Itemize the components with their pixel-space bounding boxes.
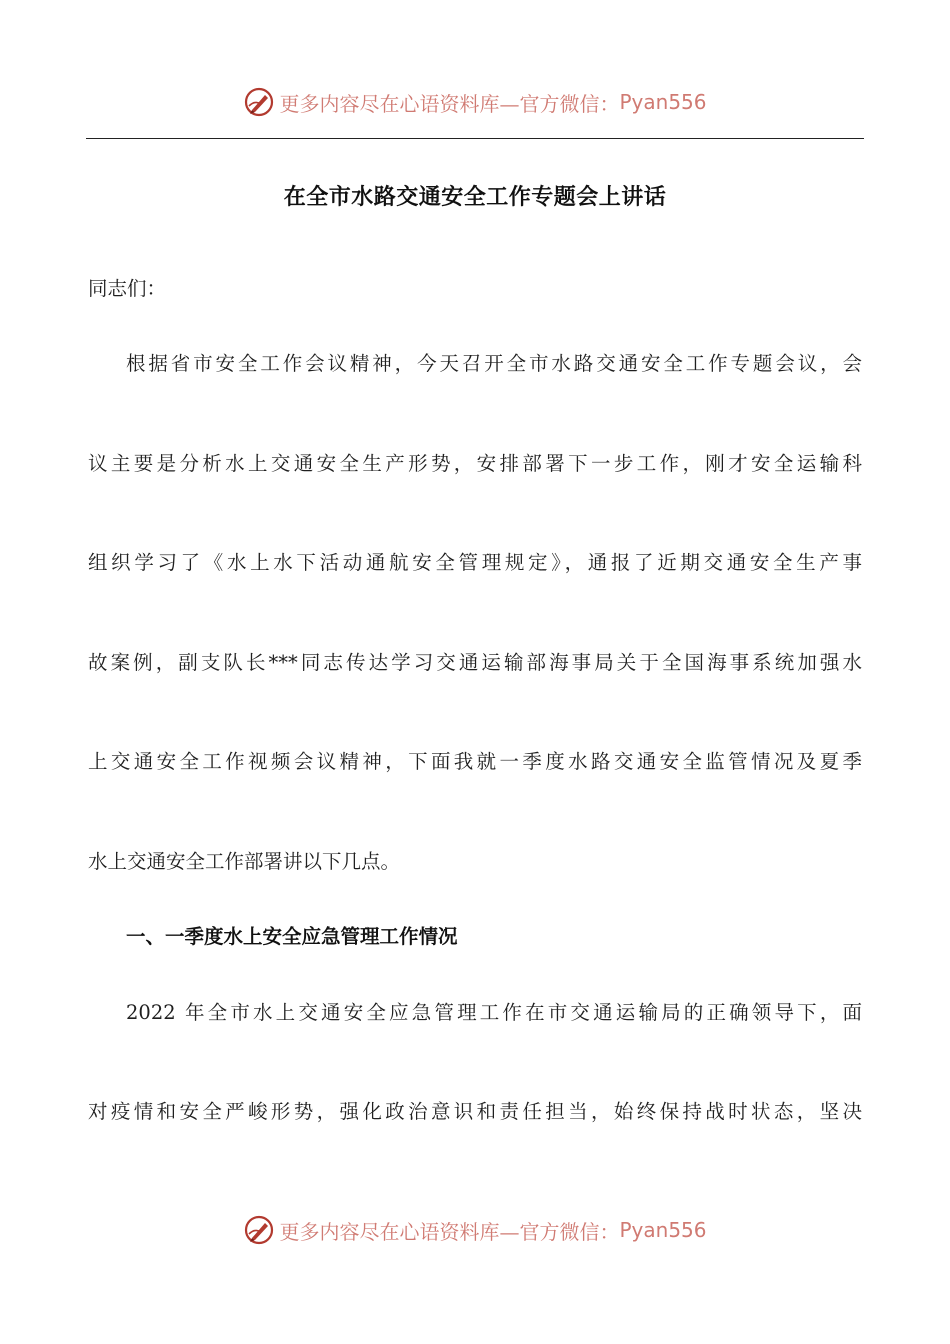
header-watermark <box>0 82 950 122</box>
watermark-text: 更多内容尽在心语资料库—官方微信： <box>279 1219 620 1244</box>
footer-watermark <box>0 1210 950 1250</box>
paragraph-line: 故案例，副支队长***同志传达学习交通运输部海事局关于全国海事系统加强水 <box>88 651 862 674</box>
header-rule <box>86 138 864 139</box>
document-title: 在全市水路交通安全工作专题会上讲话 <box>283 185 667 210</box>
pen-logo-icon <box>243 1214 275 1246</box>
paragraph-line: 根据省市安全工作会议精神，今天召开全市水路交通安全工作专题会议，会 <box>126 352 862 375</box>
pen-logo-icon <box>243 86 275 118</box>
section-heading: 一、一季度水上安全应急管理工作情况 <box>126 925 458 948</box>
paragraph-line: 对疫情和安全严峻形势，强化政治意识和责任担当，始终保持战时状态，坚决 <box>88 1100 862 1123</box>
paragraph-line: 议主要是分析水上交通安全生产形势，安排部署下一步工作，刚才安全运输科 <box>88 452 862 475</box>
paragraph-line: 上交通安全工作视频会议精神，下面我就一季度水路交通安全监管情况及夏季 <box>88 750 862 773</box>
watermark-wechat-id: Pyan556 <box>619 1218 707 1242</box>
watermark-wechat-id: Pyan556 <box>619 90 707 114</box>
salutation: 同志们： <box>88 277 167 300</box>
paragraph-line: 2022 年全市水上交通安全应急管理工作在市交通运输局的正确领导下，面 <box>126 1001 862 1024</box>
watermark-text: 更多内容尽在心语资料库—官方微信： <box>279 91 620 116</box>
paragraph-line: 水上交通安全工作部署讲以下几点。 <box>88 850 401 873</box>
paragraph-line: 组织学习了《水上水下活动通航安全管理规定》，通报了近期交通安全生产事 <box>88 551 862 574</box>
